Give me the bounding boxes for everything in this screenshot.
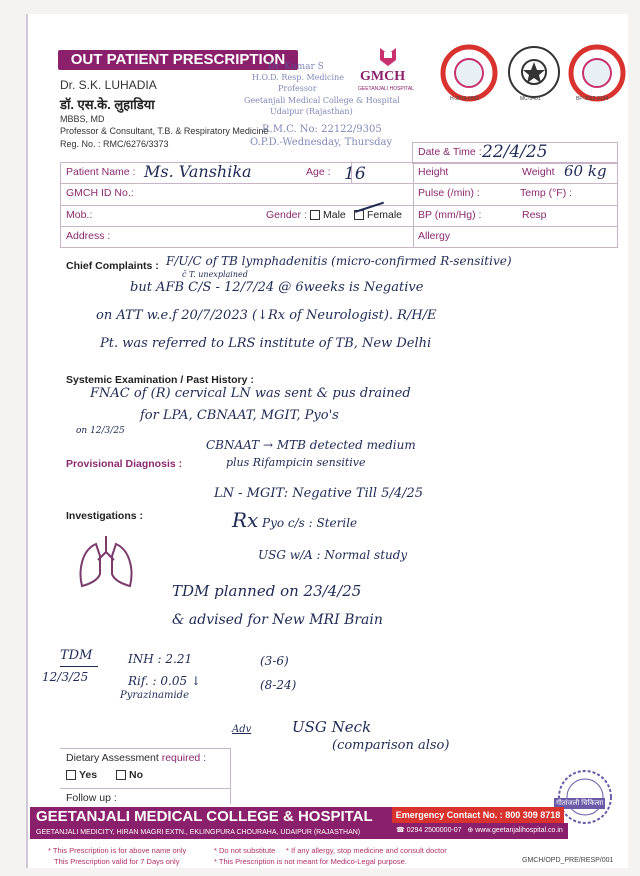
date-value: 22/4/25	[482, 142, 548, 162]
bp-label: BP (mm/Hg) :	[418, 209, 482, 221]
tdm-rif: Rif. : 0.05 ↓	[128, 674, 201, 688]
systemic-exam-label: Systemic Examination / Past History :	[66, 374, 254, 386]
stamp-line: R.M.C. No: 22122/9305	[262, 124, 382, 135]
tdm-rif-range: (8-24)	[260, 678, 297, 692]
allergy-label: Allergy	[418, 230, 451, 242]
hospital-seal-icon	[556, 768, 614, 826]
se-line-1: FNAC of (R) cervical LN was sent & pus drained	[90, 386, 411, 401]
patient-name-value: Ms. Vanshika	[144, 162, 252, 181]
divider	[230, 748, 231, 804]
investigations-label: Investigations :	[66, 510, 144, 522]
footer-hospital-name: GEETANJALI MEDICAL COLLEGE & HOSPITAL	[30, 807, 422, 827]
cc-line-1b: c̄ T. unexplained	[182, 270, 248, 279]
globe-icon: ⊕	[467, 827, 474, 834]
footer-note: * If any allergy, stop medicine and consult doctor	[286, 846, 447, 855]
height-label: Height	[418, 166, 449, 178]
footer-contact	[392, 823, 568, 839]
tdm-pyz: Pyrazinamide	[120, 690, 189, 701]
gmch-id-label: GMCH ID No.:	[66, 187, 134, 199]
badge-caption: MC-3401	[520, 96, 541, 102]
cc-line-1: F/U/C of TB lymphadenitis (micro-confirmed R-sensitive)	[166, 254, 512, 268]
tdm-inh-range: (3-6)	[260, 654, 289, 668]
seal-text: गीतांजली चिकित्सा	[556, 800, 604, 807]
footer-note: * Do not substitute	[214, 846, 276, 855]
emergency-contact: Emergency Contact No. : 800 309 8718	[392, 807, 564, 823]
se-line-3: CBNAAT → MTB detected medium	[206, 438, 416, 452]
pulse-label: Pulse (/min) :	[418, 187, 480, 199]
badge-caption: BP-2022-0104	[576, 96, 609, 102]
stamp-line: O.P.D.-Wednesday, Thursday	[250, 137, 393, 148]
gmch-logo-text: GMCH	[360, 69, 406, 84]
footer-address: GEETANJALI MEDICITY, HIRAN MAGRI EXTN., EKLINGPURA CHOURAHA, UDAIPUR (RAJASTHAN)	[30, 827, 396, 839]
mob-label: Mob.:	[66, 209, 93, 221]
doctor-reg-no: Reg. No. : RMC/6276/3373	[60, 139, 169, 149]
yes-label: Yes	[79, 769, 98, 781]
nabh-badge-2-icon	[568, 44, 626, 102]
advice-comparison: (comparison also)	[332, 738, 450, 753]
stamp-line: Dr. Kumar S	[268, 62, 324, 72]
yes-checkbox[interactable]	[66, 770, 76, 780]
footer-website[interactable]: www.geetanjalihospital.co.in	[475, 827, 563, 834]
inv-line-4: TDM planned on 23/4/25	[172, 582, 362, 600]
footer-note: * This Prescription is for above name only	[48, 846, 187, 855]
tdm-inh: INH : 2.21	[128, 652, 193, 666]
divider	[60, 748, 230, 749]
gmch-logo-sub: GEETANJALI HOSPITAL	[358, 86, 414, 92]
se-line-4: plus Rifampicin sensitive	[226, 456, 366, 469]
dietary-no-option[interactable]	[116, 769, 143, 781]
se-date: on 12/3/25	[76, 426, 125, 436]
provisional-diagnosis-label: Provisional Diagnosis :	[66, 458, 183, 470]
no-label: No	[129, 769, 143, 781]
age-label: Age :	[306, 166, 331, 178]
patient-name-label: Patient Name :	[66, 166, 136, 178]
stamp-line: Udaipur (Rajasthan)	[270, 107, 353, 116]
gender-label: Gender :	[266, 209, 307, 221]
cc-line-2: but AFB C/S - 12/7/24 @ 6weeks is Negative	[130, 280, 424, 295]
chief-complaints-label: Chief Complaints :	[66, 260, 159, 272]
page-title: OUT PATIENT PRESCRIPTION	[58, 50, 298, 70]
follow-up-label: Follow up :	[66, 792, 117, 804]
badge-caption: H-2016-0555	[450, 96, 480, 102]
resp-label: Resp	[522, 209, 547, 221]
lungs-icon	[72, 530, 142, 590]
female-label: Female	[367, 209, 403, 221]
footer-phone: 0294 2500000-07	[406, 827, 462, 834]
dietary-label: Dietary Assessment	[66, 752, 159, 764]
dietary-yes-option[interactable]	[66, 769, 97, 781]
doctor-degree: MBBS, MD	[60, 114, 105, 124]
stamp-line: Professor	[278, 84, 317, 93]
inv-line-1: LN - MGIT: Negative Till 5/4/25	[214, 486, 424, 501]
tdm-label: TDM	[60, 648, 93, 663]
stamp-line: H.O.D. Resp. Medicine	[252, 73, 344, 82]
age-value: 16	[344, 164, 366, 184]
no-checkbox[interactable]	[116, 770, 126, 780]
doctor-name: Dr. S.K. LUHADIA	[60, 78, 157, 92]
dietary-assessment	[66, 752, 206, 764]
tdm-date: 12/3/25	[42, 670, 89, 684]
nabl-badge-icon	[506, 44, 562, 100]
weight-value: 60 kg	[564, 162, 607, 180]
gender-male-option[interactable]	[310, 209, 346, 221]
inv-line-5: & advised for New MRI Brain	[172, 612, 383, 628]
form-code: GMCH/OPD_PRE/RESP/001	[522, 857, 614, 864]
phone-icon: ☎	[396, 827, 405, 834]
date-label: Date & Time :	[418, 146, 482, 158]
tdm-underline	[60, 666, 98, 667]
divider	[60, 788, 230, 789]
footer-note: * This Prescription is not meant for Medico-Legal purpose.	[214, 857, 407, 866]
doctor-name-hindi: डॉ. एस.के. लुहाडिया	[60, 97, 155, 112]
inv-line-2: Pyo c/s : Sterile	[262, 516, 358, 530]
cc-line-4: Pt. was referred to LRS institute of TB, New Delhi	[100, 336, 432, 351]
dietary-required: required :	[161, 752, 207, 764]
se-line-2: for LPA, CBNAAT, MGIT, Pyo's	[140, 408, 339, 423]
footer-note: This Prescription valid for 7 Days only	[54, 857, 180, 866]
inv-line-3: USG w/A : Normal study	[258, 548, 408, 562]
nabh-badge-icon	[440, 44, 498, 102]
male-checkbox[interactable]	[310, 210, 320, 220]
advice-usg-neck: USG Neck	[292, 718, 372, 736]
weight-label: Weight	[522, 166, 555, 178]
male-label: Male	[323, 209, 346, 221]
advice-label: Adv	[232, 724, 252, 735]
address-label: Address :	[66, 230, 111, 242]
temp-label: Temp (°F) :	[520, 187, 573, 199]
rx-symbol: Rx	[232, 508, 259, 532]
doctor-designation: Professor & Consultant, T.B. & Respiratory Medicine	[60, 126, 269, 136]
stamp-line: Geetanjali Medical College & Hospital	[244, 96, 400, 105]
cc-line-3: on ATT w.e.f 20/7/2023 (↓Rx of Neurologist). R/H/E	[96, 308, 437, 323]
